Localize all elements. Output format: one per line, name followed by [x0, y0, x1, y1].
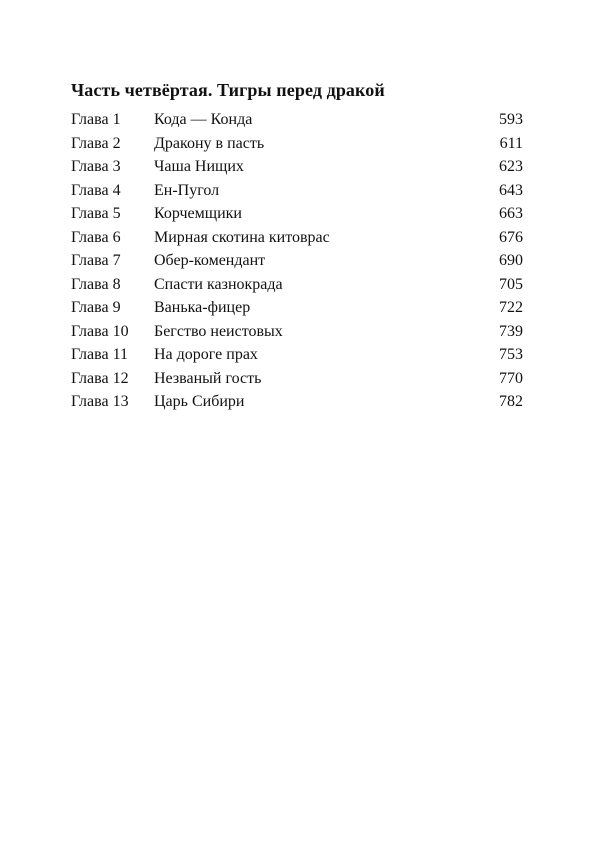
chapter-label: Глава 6	[71, 228, 121, 246]
toc-row	[71, 226, 523, 250]
chapter-title: Кода — Конда	[154, 111, 253, 128]
page-number: 739	[499, 322, 523, 340]
chapter-label: Глава 5	[71, 205, 121, 222]
toc-row	[71, 343, 523, 367]
chapter-label: Глава 11	[71, 346, 128, 363]
page-number: 593	[499, 111, 523, 128]
toc-row	[71, 179, 523, 203]
page-number: 782	[499, 393, 523, 410]
chapter-label: Глава 8	[71, 275, 121, 293]
chapter-title: Обер-комендант	[154, 252, 266, 269]
toc-row	[71, 202, 523, 226]
chapter-title: Ванька-фицер	[154, 299, 251, 316]
toc-row	[71, 296, 523, 320]
page-number: 643	[499, 181, 523, 199]
page-number: 676	[499, 228, 523, 246]
chapter-title: Мирная скотина китоврас	[154, 228, 330, 246]
chapter-title: Спасти казнокрада	[154, 275, 283, 293]
toc-row	[71, 320, 523, 344]
chapter-label: Глава 1	[71, 111, 121, 128]
page-number: 690	[499, 252, 523, 269]
toc-row	[71, 390, 523, 414]
chapter-label: Глава 2	[71, 134, 121, 152]
chapter-label: Глава 12	[71, 369, 129, 387]
toc-row	[71, 249, 523, 273]
page-number: 753	[499, 346, 523, 363]
toc-row	[71, 155, 523, 179]
page-number: 770	[499, 369, 523, 387]
page-number: 623	[499, 158, 523, 175]
toc-row	[71, 273, 523, 297]
chapter-title: Царь Сибири	[154, 393, 245, 410]
chapter-label: Глава 13	[71, 393, 129, 410]
toc-row	[71, 367, 523, 391]
chapter-title: Чаша Нищих	[154, 158, 244, 175]
chapter-label: Глава 4	[71, 181, 121, 199]
toc-row	[71, 132, 523, 156]
page-number: 663	[499, 205, 523, 222]
chapter-label: Глава 3	[71, 158, 121, 175]
chapter-title: Ен-Пугол	[154, 181, 220, 199]
chapter-label: Глава 7	[71, 252, 121, 269]
chapter-title: На дороге прах	[154, 346, 258, 363]
chapter-title: Незваный гость	[154, 369, 262, 387]
chapter-title: Бегство неистовых	[154, 322, 283, 340]
toc-row	[71, 108, 523, 132]
chapter-title: Дракону в пасть	[154, 134, 265, 152]
chapter-title: Корчемщики	[154, 205, 242, 222]
part-title: Часть четвёртая. Тигры перед дракой	[71, 80, 385, 100]
page-number: 705	[499, 275, 523, 293]
page-number: 722	[499, 299, 523, 316]
page-number: 611	[499, 134, 523, 152]
chapter-label: Глава 9	[71, 299, 121, 316]
chapter-label: Глава 10	[71, 322, 129, 340]
table-of-contents	[71, 108, 523, 414]
